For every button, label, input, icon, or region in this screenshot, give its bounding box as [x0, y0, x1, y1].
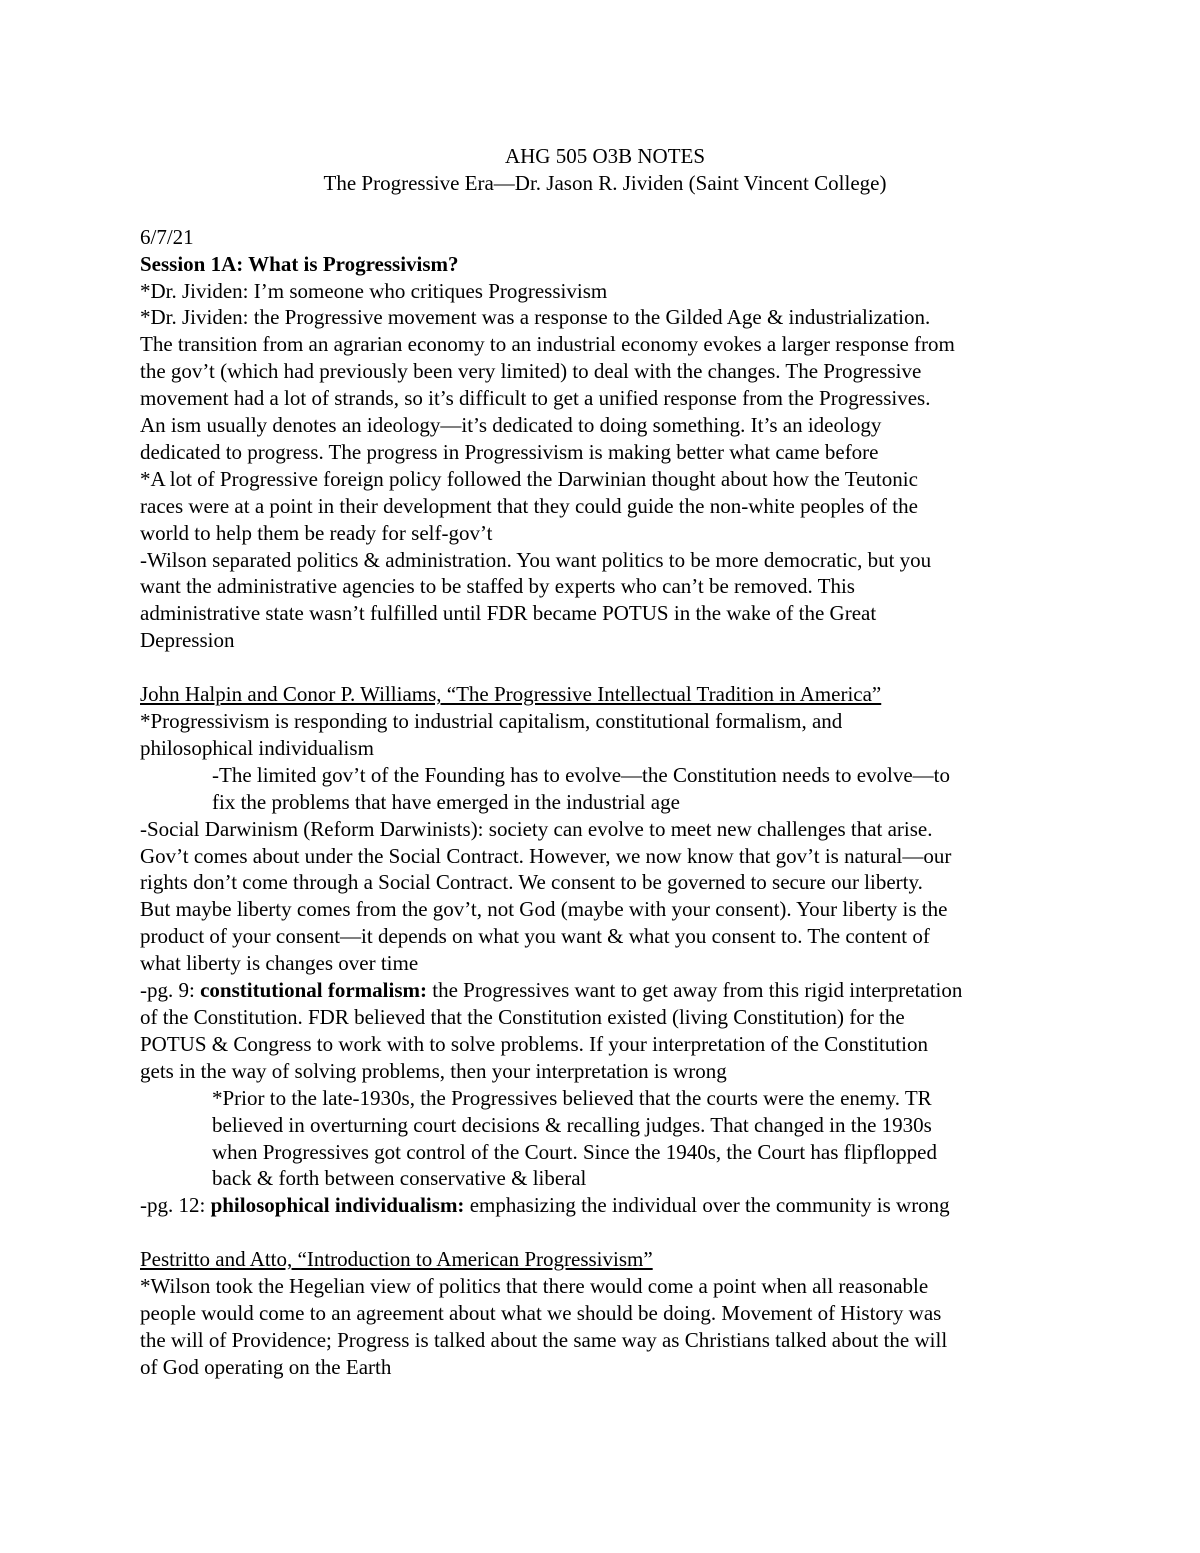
- note-line: Depression: [140, 628, 235, 653]
- note-line: The transition from an agrarian economy to an industrial economy evokes a larger response from: [140, 332, 955, 357]
- note-line: of God operating on the Earth: [140, 1354, 392, 1379]
- document-title: AHG 505 O3B NOTES: [504, 144, 706, 168]
- note-line: world to help them be ready for self-gov’t: [140, 520, 493, 545]
- note-line: Gov’t comes about under the Social Contract. However, we now know that gov’t is natural—our: [140, 843, 952, 868]
- spacer: [140, 1219, 1070, 1246]
- indented-note-line: back & forth between conservative & liberal: [212, 1166, 587, 1191]
- individualism-note-line: -pg. 12: philosophical individualism: emphasizing the individual over the community is wrong: [140, 1193, 950, 1218]
- note-line: the gov’t (which had previously been very limited) to deal with the changes. The Progressive: [140, 359, 922, 384]
- indented-note-line: -The limited gov’t of the Founding has to evolve—the Constitution needs to evolve—to: [212, 762, 951, 787]
- note-line: gets in the way of solving problems, then your interpretation is wrong: [140, 1058, 727, 1083]
- reading-notes-halpin-williams: [140, 708, 1070, 1219]
- indented-note-line: fix the problems that have emerged in the industrial age: [212, 789, 680, 814]
- reading-notes-pestritto-atto: [140, 1273, 1070, 1381]
- note-line: -Wilson separated politics & administration. You want politics to be more democratic, but you: [140, 547, 932, 572]
- indented-note-line: believed in overturning court decisions & recalling judges. That changed in the 1930s: [212, 1112, 932, 1137]
- note-line: dedicated to progress. The progress in Progressivism is making better what came before: [140, 439, 879, 464]
- note-line: the will of Providence; Progress is talked about the same way as Christians talked about the will: [140, 1327, 948, 1352]
- note-line: *Dr. Jividen: the Progressive movement was a response to the Gilded Age & industrialization.: [140, 305, 931, 330]
- note-line: product of your consent—it depends on what you want & what you consent to. The content of: [140, 924, 930, 949]
- note-line: *Dr. Jividen: I’m someone who critiques Progressivism: [140, 278, 608, 303]
- note-line: what liberty is changes over time: [140, 951, 419, 976]
- indented-note-line: *Prior to the late-1930s, the Progressives believed that the courts were the enemy. TR: [212, 1085, 932, 1110]
- note-line: But maybe liberty comes from the gov’t, not God (maybe with your consent). Your liberty is the: [140, 897, 948, 922]
- note-line: of the Constitution. FDR believed that the Constitution existed (living Constitution) for the: [140, 1004, 905, 1029]
- note-line: want the administrative agencies to be staffed by experts who can’t be removed. This: [140, 574, 855, 599]
- formalism-note-line: -pg. 9: constitutional formalism: the Progressives want to get away from this rigid interpretation: [140, 978, 963, 1003]
- term-constitutional-formalism: constitutional formalism:: [200, 978, 427, 1003]
- note-line: races were at a point in their development that they could guide the non-white peoples of the: [140, 493, 918, 518]
- note-line: *Wilson took the Hegelian view of politics that there would come a point when all reasonable: [140, 1274, 929, 1299]
- session-date: 6/7/21: [140, 224, 194, 249]
- spacer: [140, 197, 1070, 224]
- note-line: rights don’t come through a Social Contract. We consent to be governed to secure our liberty.: [140, 870, 923, 895]
- term-philosophical-individualism: philosophical individualism:: [210, 1193, 465, 1218]
- note-line: people would come to an agreement about what we should be doing. Movement of History was: [140, 1300, 942, 1325]
- reading-title-halpin-williams: John Halpin and Conor P. Williams, “The Progressive Intellectual Tradition in America”: [140, 682, 882, 707]
- session-heading: Session 1A: What is Progressivism?: [140, 251, 459, 276]
- document-page: [140, 143, 1070, 1381]
- note-line: administrative state wasn’t fulfilled until FDR became POTUS in the wake of the Great: [140, 601, 877, 626]
- spacer: [140, 654, 1070, 681]
- indented-note-line: when Progressives got control of the Court. Since the 1940s, the Court has flipflopped: [212, 1139, 937, 1164]
- note-line: An ism usually denotes an ideology—it’s dedicated to doing something. It’s an ideology: [140, 413, 882, 438]
- document-subtitle: The Progressive Era—Dr. Jason R. Jividen (Saint Vincent College): [323, 170, 887, 195]
- note-line: -Social Darwinism (Reform Darwinists): society can evolve to meet new challenges that arise.: [140, 816, 933, 841]
- session-notes: [140, 278, 1070, 655]
- reading-title-pestritto-atto: Pestritto and Atto, “Introduction to American Progressivism”: [140, 1247, 653, 1272]
- note-line: *A lot of Progressive foreign policy followed the Darwinian thought about how the Teutonic: [140, 466, 918, 491]
- note-line: *Progressivism is responding to industrial capitalism, constitutional formalism, and: [140, 709, 843, 733]
- note-line: philosophical individualism: [140, 735, 374, 760]
- note-line: movement had a lot of strands, so it’s difficult to get a unified response from the Progressives.: [140, 386, 931, 411]
- note-line: POTUS & Congress to work with to solve problems. If your interpretation of the Constitution: [140, 1031, 929, 1056]
